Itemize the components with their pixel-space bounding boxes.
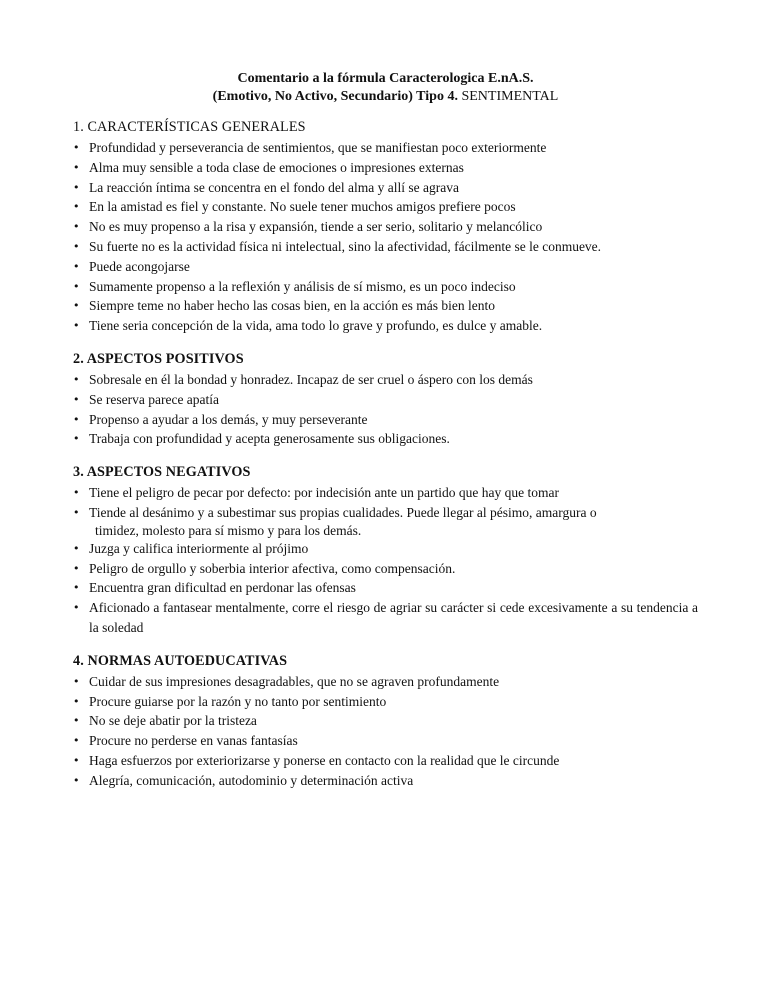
list-item: • Se reserva parece apatía [73, 390, 698, 410]
bullet-icon: • [73, 486, 80, 500]
list-item: • Su fuerte no es la actividad física ni intelectual, sino la afectividad, fácilmente se le conmueve. [73, 237, 698, 257]
bullet-icon: • [73, 674, 80, 688]
bullet-list [73, 672, 698, 791]
bullet-icon: • [73, 259, 80, 273]
bullet-icon: • [73, 432, 80, 446]
bullet-icon: • [73, 279, 80, 293]
list-item: • Tiene seria concepción de la vida, ama todo lo grave y profundo, es dulce y amable. [73, 316, 698, 336]
section-caracteristicas-generales [73, 118, 698, 336]
bullet-icon: • [73, 412, 80, 426]
list-item: • Alegría, comunicación, autodominio y determinación activa [73, 771, 698, 791]
list-item: • Procure guiarse por la razón y no tanto por sentimiento [73, 692, 698, 712]
section-normas-autoeducativas [73, 652, 698, 791]
bullet-icon: • [73, 319, 80, 333]
bullet-list [73, 483, 698, 638]
document-title-line-2 [73, 88, 698, 106]
bullet-icon: • [73, 220, 80, 234]
bullet-icon: • [73, 141, 80, 154]
bullet-icon: • [73, 773, 80, 787]
list-item: • Procure no perderse en vanas fantasías [73, 731, 698, 751]
section-heading: 1. CARACTERÍSTICAS GENERALES [73, 119, 306, 135]
bullet-icon: • [73, 581, 80, 595]
bullet-list [73, 138, 698, 336]
list-item: • En la amistad es fiel y constante. No suele tener muchos amigos prefiere pocos [73, 197, 698, 217]
section-aspectos-negativos [73, 463, 698, 638]
list-item: • Puede acongojarse [73, 257, 698, 277]
list-item: • No es muy propenso a la risa y expansión, tiende a ser serio, solitario y melancólico [73, 217, 698, 237]
bullet-icon: • [73, 505, 80, 519]
bullet-icon: • [73, 160, 80, 174]
list-item: • Cuidar de sus impresiones desagradables, que no se agraven profundamente [73, 672, 698, 692]
list-item: • No se deje abatir por la tristeza [73, 711, 698, 731]
bullet-icon: • [73, 561, 80, 575]
list-item: • Profundidad y perseverancia de sentimientos, que se manifiestan poco exteriormente [73, 138, 698, 158]
list-item: • Siempre teme no haber hecho las cosas bien, en la acción es más bien lento [73, 296, 698, 316]
bullet-icon: • [73, 601, 80, 615]
section-aspectos-positivos [73, 350, 698, 449]
section-heading: 2. ASPECTOS POSITIVOS [73, 350, 244, 367]
list-item: • Juzga y califica interiormente al prójimo [73, 539, 698, 559]
bullet-icon: • [73, 299, 80, 313]
bullet-icon: • [73, 734, 80, 748]
list-item: • La reacción íntima se concentra en el fondo del alma y allí se agrava [73, 178, 698, 198]
list-item: • Aficionado a fantasear mentalmente, corre el riesgo de agriar su carácter si cede excesivamente a su tendencia a la soledad [73, 600, 698, 635]
bullet-icon: • [73, 180, 80, 194]
document-title-type: (Emotivo, No Activo, Secundario) Tipo 4. [212, 89, 458, 104]
bullet-icon: • [73, 541, 80, 555]
list-item: • Tiene el peligro de pecar por defecto: por indecisión ante un partido que hay que tomar [73, 483, 698, 503]
list-item: • Alma muy sensible a toda clase de emociones o impresiones externas [73, 158, 698, 178]
list-item-continuation: timidez, molesto para sí mismo y para los demás. [95, 522, 362, 538]
bullet-icon: • [73, 753, 80, 767]
section-heading: 3. ASPECTOS NEGATIVOS [73, 464, 251, 481]
bullet-icon: • [73, 694, 80, 708]
list-item: • Sobresale en él la bondad y honradez. Incapaz de ser cruel o áspero con los demás [73, 370, 698, 390]
list-item: • Sumamente propenso a la reflexión y análisis de sí mismo, es un poco indeciso [73, 277, 698, 297]
bullet-icon: • [73, 200, 80, 214]
bullet-icon: • [73, 392, 80, 406]
section-heading: 4. NORMAS AUTOEDUCATIVAS [73, 652, 288, 669]
list-item: • Encuentra gran dificultad en perdonar las ofensas [73, 578, 698, 598]
bullet-list [73, 370, 698, 449]
bullet-icon: • [73, 239, 80, 253]
list-item: • Propenso a ayudar a los demás, y muy perseverante [73, 410, 698, 430]
list-item: • Peligro de orgullo y soberbia interior afectiva, como compensación. [73, 559, 698, 579]
list-item: • Haga esfuerzos por exteriorizarse y ponerse en contacto con la realidad que le circunde [73, 751, 698, 771]
document-title-line-1: Comentario a la fórmula Caracterologica E.nA.S. [237, 71, 534, 86]
document-title-temperament: SENTIMENTAL [461, 89, 559, 104]
bullet-icon: • [73, 372, 80, 386]
list-item: • Tiende al desánimo y a subestimar sus propias cualidades. Puede llegar al pésimo, amargura o timidez, molesto para sí mismo y para los demás. [73, 503, 698, 539]
bullet-icon: • [73, 714, 80, 728]
list-item: • Trabaja con profundidad y acepta generosamente sus obligaciones. [73, 429, 698, 449]
